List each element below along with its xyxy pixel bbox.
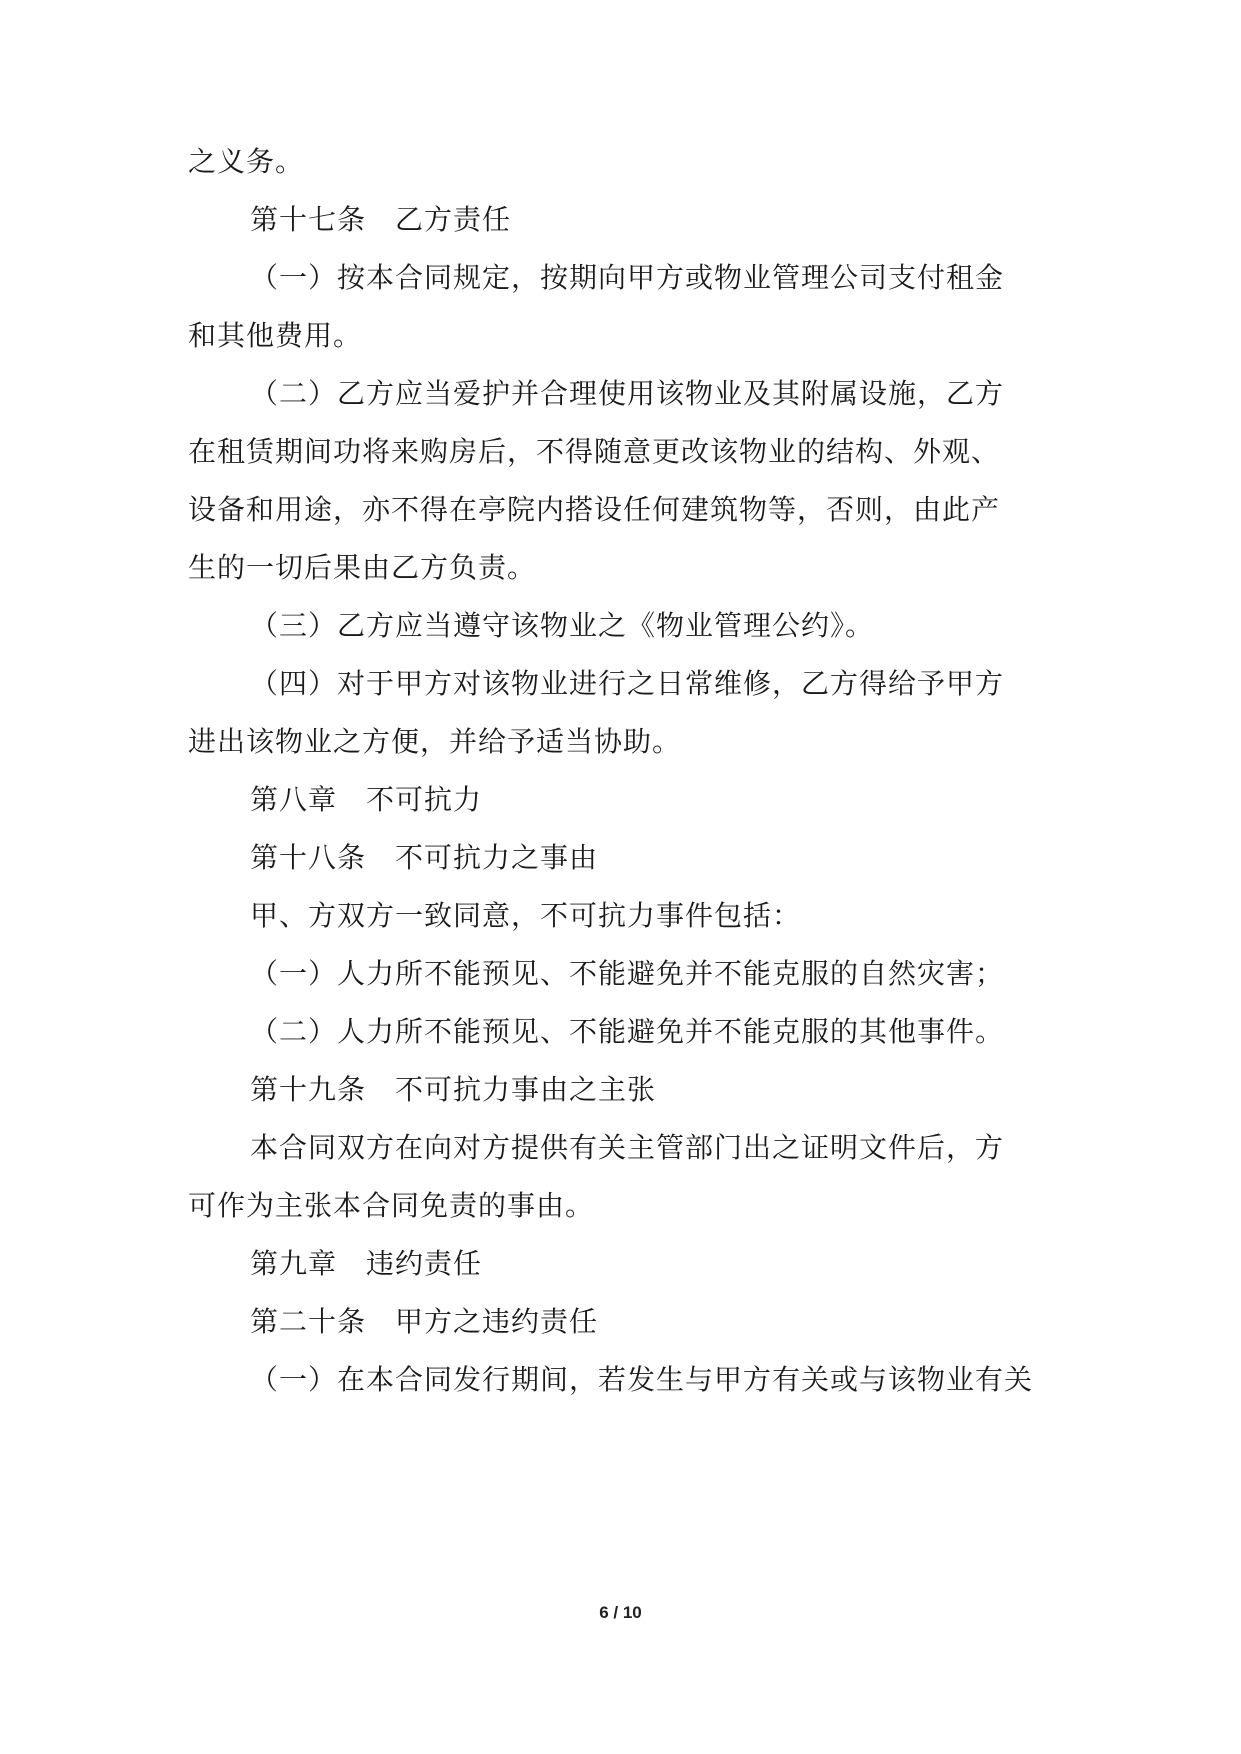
text-line: （四）对于甲方对该物业进行之日常维修，乙方得给予甲方 (250, 667, 1005, 700)
text-line: 本合同双方在向对方提供有关主管部门出之证明文件后，方 (250, 1131, 1005, 1164)
text-line: （一）在本合同发行期间，若发生与甲方有关或与该物业有关 (250, 1363, 1034, 1396)
article-heading: 第十七条 乙方责任 (250, 203, 512, 236)
text-line: （二）人力所不能预见、不能避免并不能克服的其他事件。 (250, 1015, 1005, 1048)
chapter-heading: 第八章 不可抗力 (250, 783, 483, 816)
text-line: （三）乙方应当遵守该物业之《物业管理公约》。 (250, 609, 875, 642)
text-line: 设备和用途，亦不得在亭院内搭设任何建筑物等，否则，由此产 (188, 493, 1001, 526)
article-heading: 第十九条 不可抗力事由之主张 (250, 1073, 657, 1106)
page-number: 6 / 10 (599, 1603, 642, 1622)
chapter-heading: 第九章 违约责任 (250, 1247, 483, 1280)
text-line: 在租赁期间功将来购房后，不得随意更改该物业的结构、外观、 (188, 435, 1001, 468)
text-line: （一）人力所不能预见、不能避免并不能克服的自然灾害； (250, 957, 1005, 990)
text-line: 和其他费用。 (188, 319, 363, 352)
text-line: 之义务。 (188, 145, 305, 178)
text-line: （一）按本合同规定，按期向甲方或物业管理公司支付租金 (250, 261, 1005, 294)
text-line: （二）乙方应当爱护并合理使用该物业及其附属设施，乙方 (250, 377, 1005, 410)
text-line: 可作为主张本合同免责的事由。 (188, 1189, 595, 1222)
text-line: 生的一切后果由乙方负责。 (188, 551, 537, 584)
article-heading: 第二十条 甲方之违约责任 (250, 1305, 599, 1338)
article-heading: 第十八条 不可抗力之事由 (250, 841, 599, 874)
text-line: 进出该物业之方便，并给予适当协助。 (188, 725, 682, 758)
text-line: 甲、方双方一致同意，不可抗力事件包括： (250, 899, 802, 932)
